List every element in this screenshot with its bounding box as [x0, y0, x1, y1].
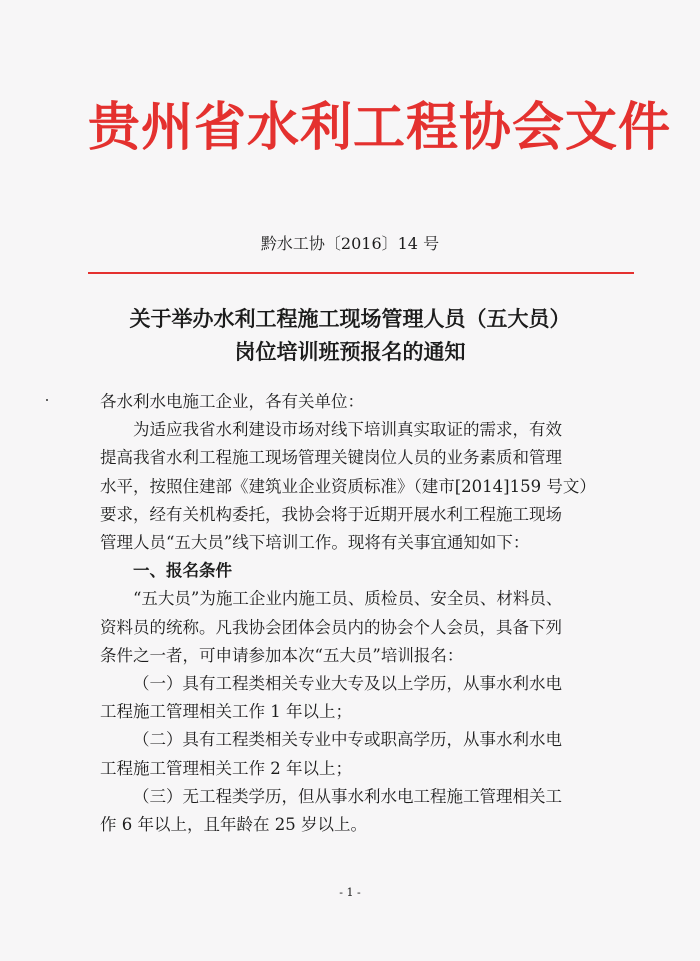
condition-1-line: 工程施工管理相关工作 1 年以上；: [100, 702, 352, 722]
intro-line: 提高我省水利工程施工现场管理关键岗位人员的业务素质和管理: [100, 448, 562, 468]
intro-line: 为适应我省水利建设市场对线下培训真实取证的需求，有效: [133, 420, 562, 440]
document-masthead: 贵州省水利工程协会文件: [88, 98, 672, 158]
salutation: 各水利水电施工企业，各有关单位：: [100, 392, 364, 411]
page-number: - 1 -: [339, 886, 361, 899]
scan-speck: [46, 399, 48, 401]
intro-line: 要求，经有关机构委托，我协会将于近期开展水利工程施工现场: [100, 504, 562, 524]
intro-line: 水平，按照住建部《建筑业企业资质标准》（建市[2014]159 号文）: [100, 476, 596, 496]
condition-3-line: （三）无工程类学历，但从事水利水电工程施工管理相关工: [133, 786, 562, 806]
condition-2-line: （二）具有工程类相关专业中专或职高学历，从事水利水电: [133, 730, 562, 750]
section-heading: 一、报名条件: [133, 561, 232, 581]
condition-3-line: 作 6 年以上，且年龄在 25 岁以上。: [100, 815, 367, 835]
section-text-line: 资料员的统称。凡我协会团体会员内的协会个人会员，具备下列: [100, 617, 562, 637]
section-text-line: 条件之一者，可申请参加本次“五大员”培训报名：: [100, 645, 464, 665]
condition-2-line: 工程施工管理相关工作 2 年以上；: [100, 758, 352, 778]
section-text-line: “五大员”为施工企业内施工员、质检员、安全员、材料员、: [133, 589, 563, 609]
notice-title-line-2: 岗位培训班预报名的通知: [234, 339, 466, 364]
condition-1-line: （一）具有工程类相关专业大专及以上学历，从事水利水电: [133, 674, 562, 694]
red-divider-line: [88, 272, 634, 274]
notice-title-line-1: 关于举办水利工程施工现场管理人员（五大员）: [129, 306, 571, 331]
intro-line: 管理人员“五大员”线下培训工作。现将有关事宜通知如下：: [100, 533, 530, 553]
document-number: 黔水工协〔2016〕14 号: [260, 234, 440, 253]
notice-body: [100, 388, 640, 839]
